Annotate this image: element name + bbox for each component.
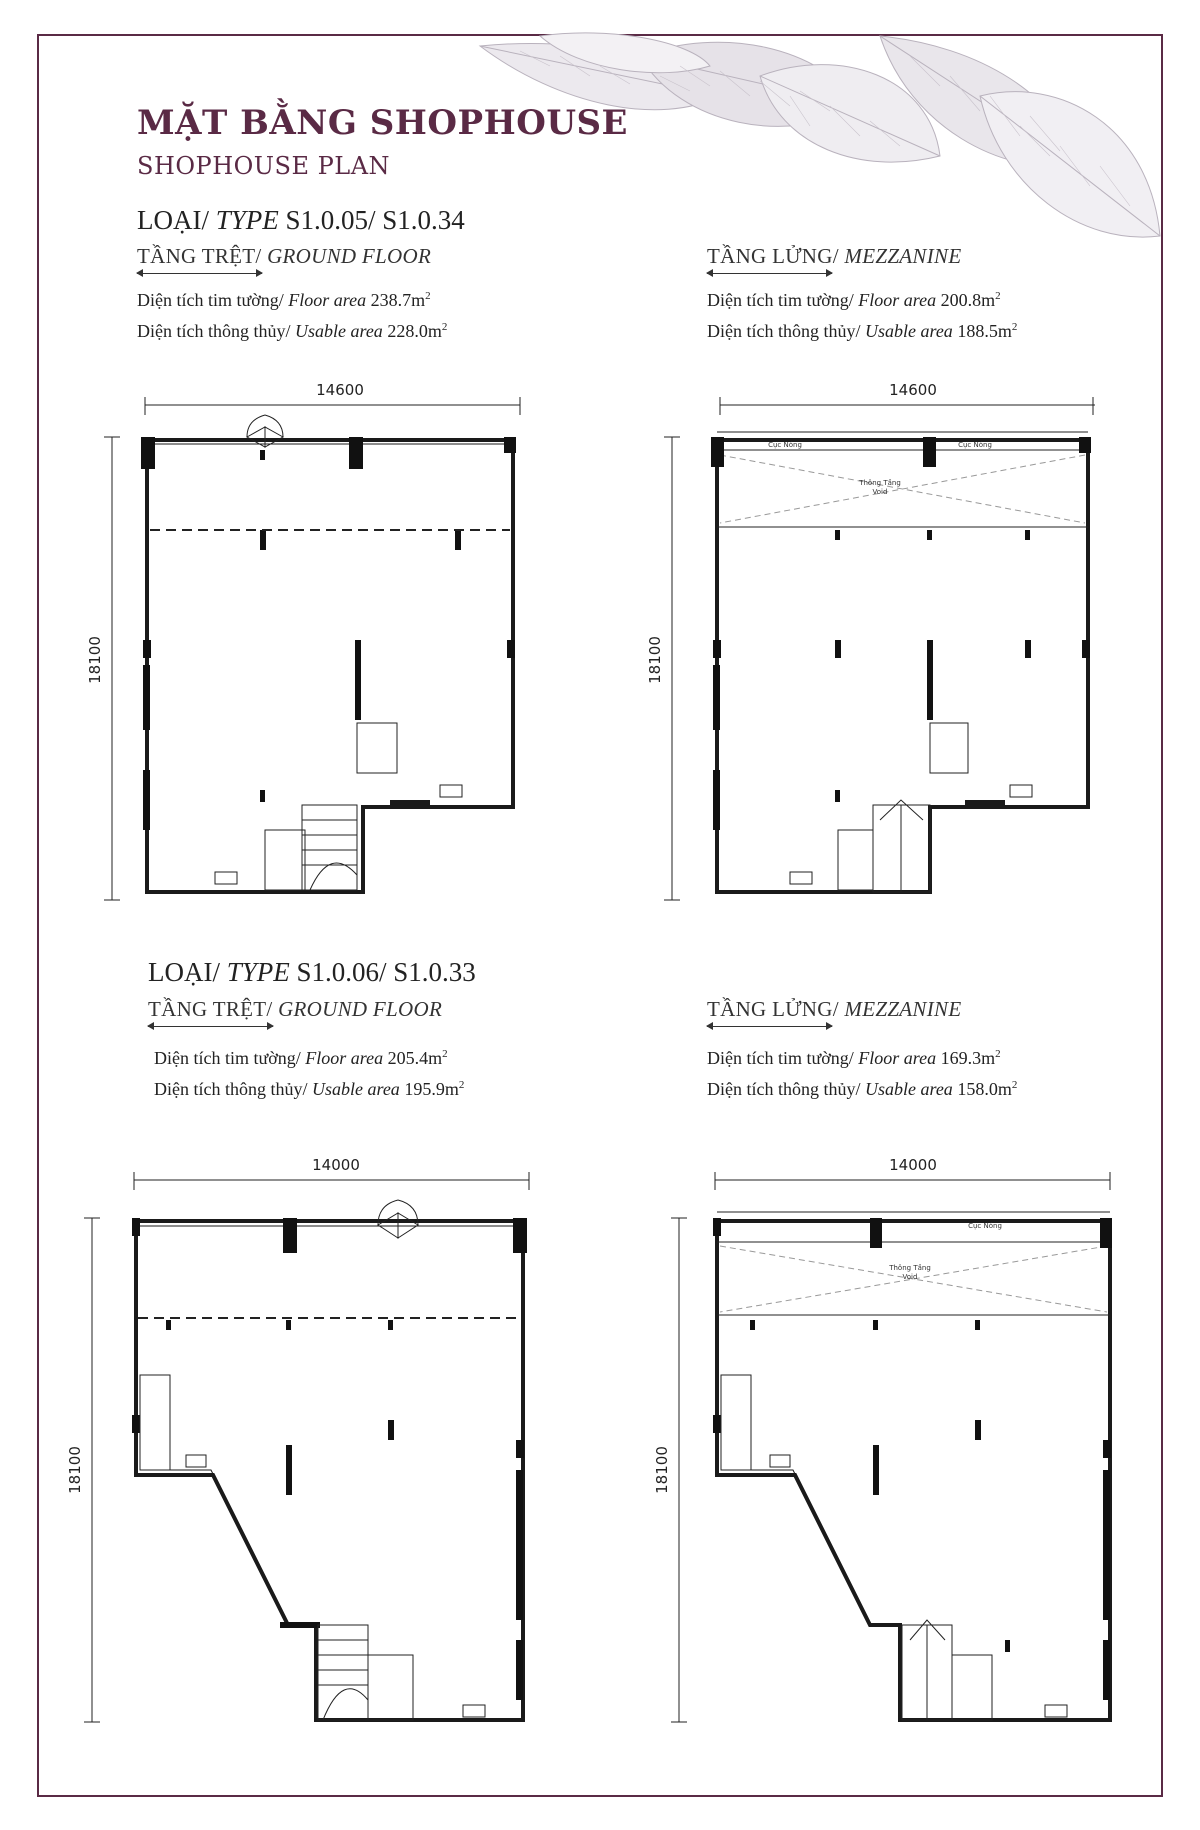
underline-arrow [707, 1026, 832, 1027]
width-dimension-label: 14600 [316, 381, 364, 399]
width-dimension-label: 14600 [889, 381, 937, 399]
floor-heading-ground-1: TẦNG TRỆT/ GROUND FLOOR [137, 244, 432, 268]
void-label: Thông Tầng [889, 1264, 931, 1272]
page-title: MẶT BẰNG SHOPHOUSE [137, 103, 628, 143]
void-label-en: Void [902, 1273, 918, 1281]
type-heading-2: LOẠI/ TYPE S1.0.06/ S1.0.33 [148, 957, 476, 987]
page-subtitle: SHOPHOUSE PLAN [137, 152, 391, 180]
floor-heading-ground-2: TẦNG TRỆT/ GROUND FLOOR [148, 997, 443, 1021]
floor-plan-ground-2 [68, 1150, 548, 1750]
area-info-mezzanine-1: Diện tích tim tường/ Floor area $200.8m^2$ Diện tích thông thủy/ Usable area $188.5m^2$ [707, 290, 1018, 341]
depth-dimension-label: 18100 [653, 1446, 671, 1494]
area-info-mezzanine-2: Diện tích tim tường/ Floor area $169.3m^2$ Diện tích thông thủy/ Usable area $158.0m^2$ [707, 1048, 1018, 1099]
underline-arrow [137, 273, 262, 274]
floor-plan-mezzanine-2 [655, 1150, 1135, 1750]
depth-dimension-label: 18100 [86, 636, 104, 684]
depth-dimension-label: 18100 [646, 636, 664, 684]
floor-plan-ground-1 [86, 375, 535, 905]
outdoor-unit-label: Cục Nóng [768, 441, 802, 449]
leaf-decoration [460, 36, 1160, 266]
area-info-ground-2: Diện tích tim tường/ Floor area $205.4m^2$ Diện tích thông thủy/ Usable area $195.9m^2$ [154, 1048, 465, 1099]
floor-heading-mezzanine-1: TẦNG LỬNG/ MEZZANINE [707, 244, 962, 268]
floor-heading-mezzanine-2: TẦNG LỬNG/ MEZZANINE [707, 997, 962, 1021]
outdoor-unit-label: Cục Nóng [958, 441, 992, 449]
area-info-ground-1: Diện tích tim tường/ Floor area $238.7m^2$ Diện tích thông thủy/ Usable area $228.0m^2$ [137, 290, 448, 341]
width-dimension-label: 14000 [312, 1156, 360, 1174]
type-heading-1: LOẠI/ TYPE S1.0.05/ S1.0.34 [137, 205, 465, 235]
void-label-en: Void [872, 488, 888, 496]
underline-arrow [707, 273, 832, 274]
floor-plan-mezzanine-1 [646, 375, 1095, 905]
underline-arrow [148, 1026, 273, 1027]
outdoor-unit-label: Cục Nóng [968, 1222, 1002, 1230]
void-label: Thông Tầng [859, 479, 901, 487]
depth-dimension-label: 18100 [66, 1446, 84, 1494]
width-dimension-label: 14000 [889, 1156, 937, 1174]
